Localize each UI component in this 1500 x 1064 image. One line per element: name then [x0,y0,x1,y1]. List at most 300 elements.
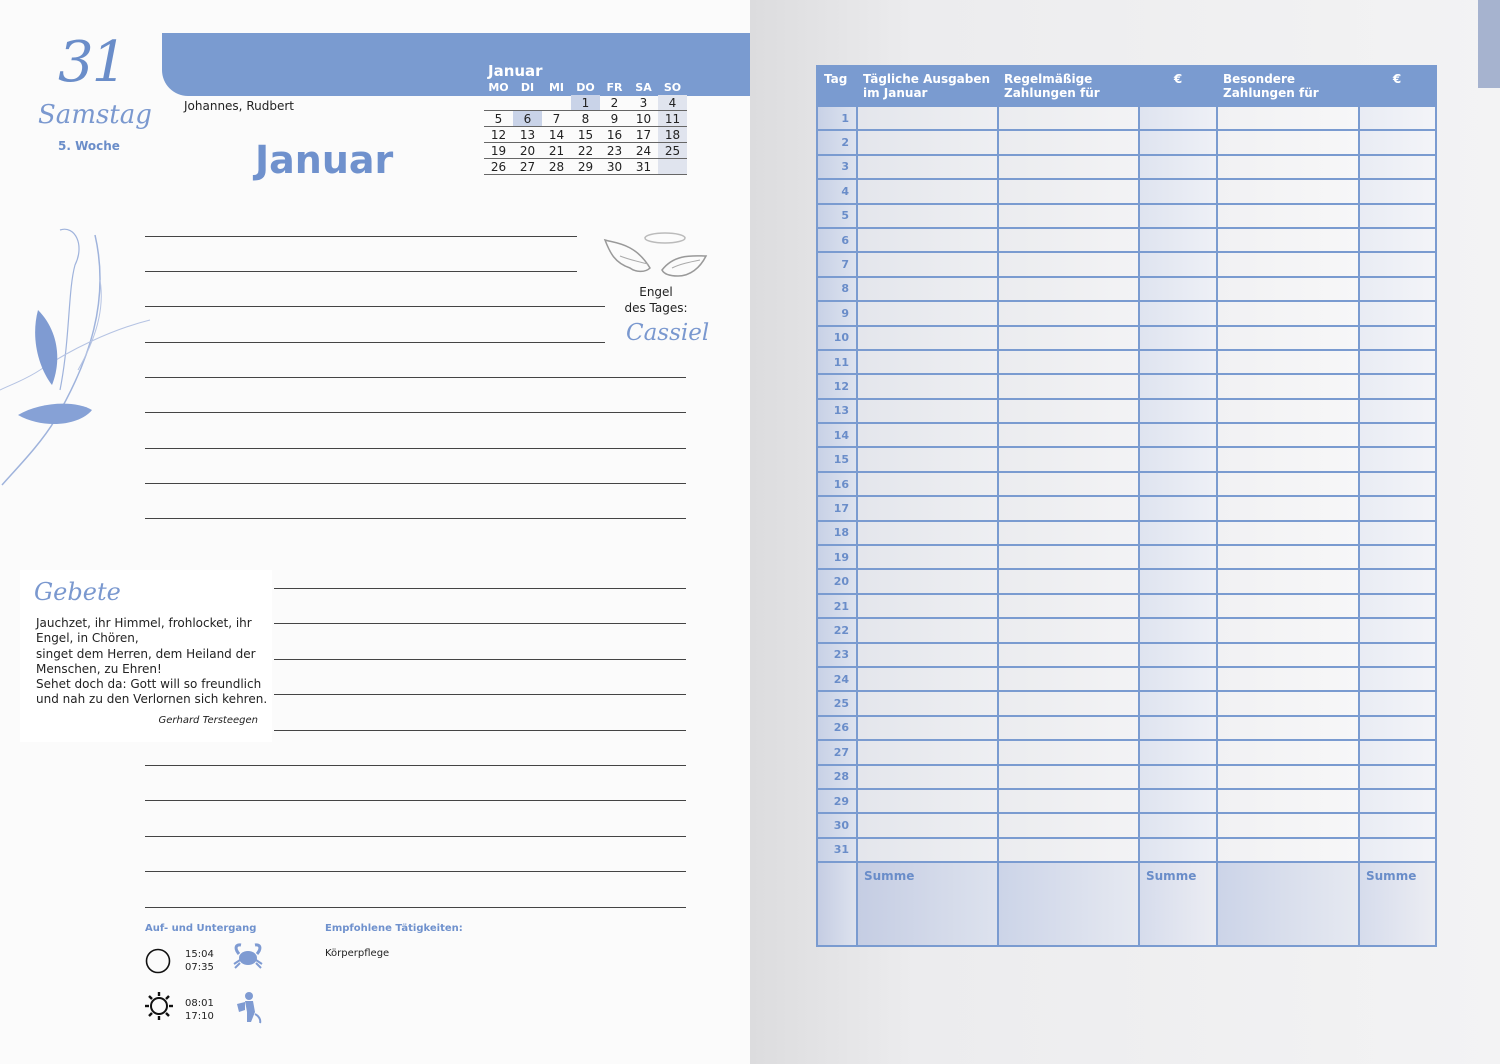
angel-label-line1: Engel [639,285,673,299]
entry-cell[interactable] [1217,813,1359,837]
day-number-cell: 13 [817,399,857,423]
entry-cell[interactable] [1217,618,1359,642]
table-row [817,399,1436,423]
entry-cell[interactable] [998,106,1139,130]
entry-cell[interactable] [1139,252,1217,276]
entry-cell[interactable] [1217,326,1359,350]
mini-calendar-day: 20 [513,143,542,159]
entry-cell[interactable] [1139,765,1217,789]
writing-line[interactable] [145,518,686,519]
sum-empty-cell [998,862,1139,946]
col-tag: Tag [817,66,857,106]
col-euro-1: € [1139,66,1217,106]
entry-cell[interactable] [1217,496,1359,520]
entry-cell[interactable] [1359,813,1436,837]
entry-cell[interactable] [1217,740,1359,764]
entry-cell[interactable] [1217,765,1359,789]
entry-cell[interactable] [1359,374,1436,398]
entry-cell[interactable] [1217,204,1359,228]
day-number-cell: 6 [817,228,857,252]
table-row [817,691,1436,715]
col-daily-line2: im Januar [863,86,928,100]
writing-line[interactable] [145,800,686,801]
week-label: 5. Woche [58,139,120,153]
day-number-cell: 1 [817,106,857,130]
sum-cell[interactable]: Summe [1139,862,1217,946]
entry-cell[interactable] [998,496,1139,520]
writing-line[interactable] [145,907,686,908]
entry-cell[interactable] [1217,130,1359,154]
entry-cell[interactable] [998,155,1139,179]
mini-calendar-day: 7 [542,111,571,127]
entry-cell[interactable] [857,618,998,642]
mini-calendar-header: DO [576,81,595,94]
day-number-cell: 16 [817,472,857,496]
col-special-line1: Besondere [1223,72,1295,86]
prayer-line: Engel, in Chören, [36,631,139,646]
entry-cell[interactable] [1217,691,1359,715]
entry-cell[interactable] [1217,252,1359,276]
entry-cell[interactable] [857,521,998,545]
entry-cell[interactable] [857,155,998,179]
entry-cell[interactable] [857,130,998,154]
mini-calendar-day: 6 [513,111,542,127]
sun-moon-heading: Auf- und Untergang [145,923,257,934]
col-special-line2: Zahlungen für [1223,86,1319,100]
entry-cell[interactable] [1139,399,1217,423]
entry-cell[interactable] [1359,472,1436,496]
day-number-cell: 31 [817,838,857,862]
day-number-cell: 14 [817,423,857,447]
prayer-text [36,616,270,708]
entry-cell[interactable] [857,301,998,325]
table-row [817,301,1436,325]
entry-cell[interactable] [857,545,998,569]
table-row [817,594,1436,618]
entry-cell[interactable] [998,228,1139,252]
mini-calendar-day: 9 [600,111,629,127]
mini-calendar-day: 29 [571,159,600,175]
entry-cell[interactable] [1217,838,1359,862]
mini-calendar-day [542,95,571,111]
writing-line[interactable] [145,871,686,872]
entry-cell[interactable] [1139,594,1217,618]
entry-cell[interactable] [1359,301,1436,325]
entry-cell[interactable] [998,667,1139,691]
table-row [817,496,1436,520]
entry-cell[interactable] [1217,643,1359,667]
mini-calendar-day: 26 [484,159,513,175]
entry-cell[interactable] [857,765,998,789]
entry-cell[interactable] [1139,667,1217,691]
entry-cell[interactable] [1217,545,1359,569]
writing-line[interactable] [274,694,686,695]
writing-line[interactable] [145,483,686,484]
entry-cell[interactable] [857,106,998,130]
expense-table [816,65,1437,947]
entry-cell[interactable] [857,472,998,496]
table-row [817,667,1436,691]
entry-cell[interactable] [857,643,998,667]
mini-calendar-day: 24 [629,143,658,159]
entry-cell[interactable] [857,423,998,447]
entry-cell[interactable] [998,643,1139,667]
entry-cell[interactable] [998,813,1139,837]
entry-cell[interactable] [1217,569,1359,593]
mini-calendar-header: SA [635,81,652,94]
entry-cell[interactable] [998,691,1139,715]
prayer-author: Gerhard Tersteegen [158,715,258,726]
entry-cell[interactable] [1359,545,1436,569]
entry-cell[interactable] [998,521,1139,545]
entry-cell[interactable] [1139,423,1217,447]
day-number-cell: 20 [817,569,857,593]
entry-cell[interactable] [1139,691,1217,715]
day-number-cell: 5 [817,204,857,228]
entry-cell[interactable] [1217,277,1359,301]
entry-cell[interactable] [1139,374,1217,398]
day-number-cell: 19 [817,545,857,569]
day-number-cell: 8 [817,277,857,301]
writing-line[interactable] [145,377,686,378]
angel-label-line2: des Tages: [624,301,688,315]
table-row [817,765,1436,789]
entry-cell[interactable] [1359,350,1436,374]
mini-calendar-day [513,95,542,111]
prayer-line: und nah zu den Verlornen sich kehren. [36,692,268,707]
entry-cell[interactable] [1217,399,1359,423]
entry-cell[interactable] [998,374,1139,398]
entry-cell[interactable] [998,301,1139,325]
entry-cell[interactable] [1359,106,1436,130]
entry-cell[interactable] [998,569,1139,593]
entry-cell[interactable] [1139,155,1217,179]
prayer-line: Jauchzet, ihr Himmel, frohlocket, ihr [36,616,252,630]
entry-cell[interactable] [1139,789,1217,813]
writing-line[interactable] [145,836,686,837]
table-row [817,155,1436,179]
entry-cell[interactable] [1139,301,1217,325]
entry-cell[interactable] [857,789,998,813]
entry-cell[interactable] [998,472,1139,496]
entry-cell[interactable] [1359,740,1436,764]
mini-calendar-title: Januar [488,62,543,80]
entry-cell[interactable] [1217,301,1359,325]
day-number-cell: 23 [817,643,857,667]
entry-cell[interactable] [998,545,1139,569]
entry-cell[interactable] [1359,691,1436,715]
entry-cell[interactable] [857,813,998,837]
entry-cell[interactable] [1139,521,1217,545]
day-number-cell: 2 [817,130,857,154]
entry-cell[interactable] [998,277,1139,301]
entry-cell[interactable] [998,789,1139,813]
entry-cell[interactable] [998,179,1139,203]
col-regular [998,66,1139,106]
col-euro-2: € [1359,66,1436,106]
table-row [817,130,1436,154]
weekday: Samstag [38,100,152,130]
writing-line[interactable] [145,765,686,766]
entry-cell[interactable] [1139,569,1217,593]
entry-cell[interactable] [1139,643,1217,667]
entry-cell[interactable] [1217,350,1359,374]
day-number-cell: 10 [817,326,857,350]
entry-cell[interactable] [1217,106,1359,130]
table-row [817,521,1436,545]
entry-cell[interactable] [857,594,998,618]
writing-line[interactable] [145,271,577,272]
month-title: Januar [255,138,394,182]
entry-cell[interactable] [1359,569,1436,593]
flower-decoration [0,220,155,490]
mini-calendar-day: 3 [629,95,658,111]
mini-calendar-day: 1 [571,95,600,111]
table-row [817,716,1436,740]
entry-cell[interactable] [857,740,998,764]
entry-cell[interactable] [1217,447,1359,471]
angel-label [606,284,706,316]
mini-calendar-day: 23 [600,143,629,159]
writing-line[interactable] [274,588,686,589]
entry-cell[interactable] [1217,374,1359,398]
sun-times [185,997,214,1023]
entry-cell[interactable] [857,350,998,374]
entry-cell[interactable] [1359,326,1436,350]
activities-heading: Empfohlene Tätigkeiten: [325,923,463,934]
entry-cell[interactable] [1139,326,1217,350]
page-tab [1478,0,1500,88]
entry-cell[interactable] [1217,594,1359,618]
entry-cell[interactable] [857,838,998,862]
table-row [817,252,1436,276]
mini-calendar-day: 21 [542,143,571,159]
entry-cell[interactable] [1217,789,1359,813]
mini-calendar-day: 8 [571,111,600,127]
mini-calendar-day: 19 [484,143,513,159]
entry-cell[interactable] [998,350,1139,374]
sum-cell[interactable]: Summe [1359,862,1436,946]
entry-cell[interactable] [998,130,1139,154]
entry-cell[interactable] [1359,179,1436,203]
entry-cell[interactable] [1217,423,1359,447]
entry-cell[interactable] [1139,716,1217,740]
entry-cell[interactable] [998,399,1139,423]
entry-cell[interactable] [1359,521,1436,545]
day-number-cell: 18 [817,521,857,545]
entry-cell[interactable] [1139,130,1217,154]
mini-calendar-day: 25 [658,143,687,159]
writing-line[interactable] [274,623,686,624]
entry-cell[interactable] [857,277,998,301]
writing-line[interactable] [145,448,686,449]
entry-cell[interactable] [1217,716,1359,740]
entry-cell[interactable] [998,423,1139,447]
day-number-cell: 15 [817,447,857,471]
mini-calendar-day: 14 [542,127,571,143]
entry-cell[interactable] [1359,765,1436,789]
sun-set: 17:10 [185,1011,214,1022]
day-number-cell: 22 [817,618,857,642]
day-number-cell: 26 [817,716,857,740]
entry-cell[interactable] [998,716,1139,740]
day-number-cell: 12 [817,374,857,398]
entry-cell[interactable] [1139,277,1217,301]
entry-cell[interactable] [1139,838,1217,862]
day-number-cell: 11 [817,350,857,374]
writing-line[interactable] [145,342,605,343]
entry-cell[interactable] [1359,643,1436,667]
entry-cell[interactable] [857,204,998,228]
entry-cell[interactable] [1359,594,1436,618]
moon-set: 07:35 [185,962,214,973]
table-row [817,813,1436,837]
entry-cell[interactable] [857,326,998,350]
prayer-line: Sehet doch da: Gott will so freundlich [36,677,262,692]
mini-calendar-header: SO [663,81,682,94]
moon-icon [145,947,173,975]
entry-cell[interactable] [1139,740,1217,764]
entry-cell[interactable] [1139,545,1217,569]
mini-calendar-day: 16 [600,127,629,143]
entry-cell[interactable] [857,179,998,203]
entry-cell[interactable] [998,204,1139,228]
entry-cell[interactable] [1139,179,1217,203]
entry-cell[interactable] [1139,472,1217,496]
entry-cell[interactable] [857,667,998,691]
entry-cell[interactable] [1139,496,1217,520]
day-number-cell: 21 [817,594,857,618]
entry-cell[interactable] [1139,813,1217,837]
mini-calendar-day: 2 [600,95,629,111]
table-row [817,447,1436,471]
mini-calendar-day: 13 [513,127,542,143]
writing-line[interactable] [274,730,686,731]
col-daily-line1: Tägliche Ausgaben [863,72,991,86]
entry-cell[interactable] [857,374,998,398]
mini-calendar-header: MI [548,81,565,94]
writing-line[interactable] [274,659,686,660]
entry-cell[interactable] [1139,447,1217,471]
entry-cell[interactable] [1359,618,1436,642]
entry-cell[interactable] [1139,350,1217,374]
aquarius-zodiac-icon [233,990,263,1024]
entry-cell[interactable] [998,594,1139,618]
entry-cell[interactable] [857,716,998,740]
entry-cell[interactable] [857,252,998,276]
entry-cell[interactable] [998,618,1139,642]
sum-empty-cell [817,862,857,946]
mini-calendar-header: DI [520,81,535,94]
entry-cell[interactable] [998,740,1139,764]
entry-cell[interactable] [1359,252,1436,276]
day-number-cell: 4 [817,179,857,203]
entry-cell[interactable] [1139,204,1217,228]
entry-cell[interactable] [857,228,998,252]
entry-cell[interactable] [1217,521,1359,545]
day-number: 31 [58,30,126,95]
moon-rise: 15:04 [185,949,214,960]
activity-item: Körperpflege [325,948,390,959]
table-row [817,350,1436,374]
entry-cell[interactable] [998,765,1139,789]
mini-calendar-day: 10 [629,111,658,127]
mini-calendar-day: 28 [542,159,571,175]
prayer-line: singet dem Herren, dem Heiland der [36,646,256,661]
sun-rise: 08:01 [185,998,214,1009]
col-regular-line2: Zahlungen für [1004,86,1100,100]
day-number-cell: 24 [817,667,857,691]
table-row [817,228,1436,252]
day-number-cell: 3 [817,155,857,179]
entry-cell[interactable] [1139,106,1217,130]
entry-cell[interactable] [1359,399,1436,423]
entry-cell[interactable] [1359,838,1436,862]
moon-times [185,948,214,974]
table-row [817,326,1436,350]
entry-cell[interactable] [998,326,1139,350]
table-row [817,277,1436,301]
entry-cell[interactable] [1359,496,1436,520]
mini-calendar-header: MO [488,81,509,94]
col-daily [857,66,998,106]
prayer-line: Menschen, zu Ehren! [36,661,162,676]
entry-cell[interactable] [998,447,1139,471]
entry-cell[interactable] [1217,179,1359,203]
entry-cell[interactable] [1359,789,1436,813]
table-row [817,789,1436,813]
entry-cell[interactable] [998,838,1139,862]
entry-cell[interactable] [1139,228,1217,252]
entry-cell[interactable] [1139,618,1217,642]
writing-line[interactable] [145,412,686,413]
mini-calendar-day [484,95,513,111]
table-row [817,740,1436,764]
entry-cell[interactable] [1359,130,1436,154]
table-row [817,179,1436,203]
name-days: Johannes, Rudbert [184,99,294,113]
entry-cell[interactable] [1359,277,1436,301]
entry-cell[interactable] [1217,228,1359,252]
entry-cell[interactable] [1359,716,1436,740]
entry-cell[interactable] [1359,204,1436,228]
writing-line[interactable] [145,306,605,307]
writing-line[interactable] [145,236,577,237]
table-row [817,545,1436,569]
entry-cell[interactable] [857,496,998,520]
entry-cell[interactable] [1359,423,1436,447]
entry-cell[interactable] [1359,447,1436,471]
day-number-cell: 9 [817,301,857,325]
sum-cell[interactable]: Summe [857,862,998,946]
entry-cell[interactable] [1217,472,1359,496]
mini-calendar-day: 18 [658,127,687,143]
entry-cell[interactable] [857,447,998,471]
mini-calendar-day [658,159,687,175]
table-row [817,374,1436,398]
entry-cell[interactable] [857,399,998,423]
entry-cell[interactable] [1217,155,1359,179]
day-number-cell: 27 [817,740,857,764]
mini-calendar-day: 17 [629,127,658,143]
entry-cell[interactable] [1359,228,1436,252]
entry-cell[interactable] [857,569,998,593]
entry-cell[interactable] [1217,667,1359,691]
entry-cell[interactable] [998,252,1139,276]
entry-cell[interactable] [1359,155,1436,179]
entry-cell[interactable] [1359,667,1436,691]
entry-cell[interactable] [857,691,998,715]
